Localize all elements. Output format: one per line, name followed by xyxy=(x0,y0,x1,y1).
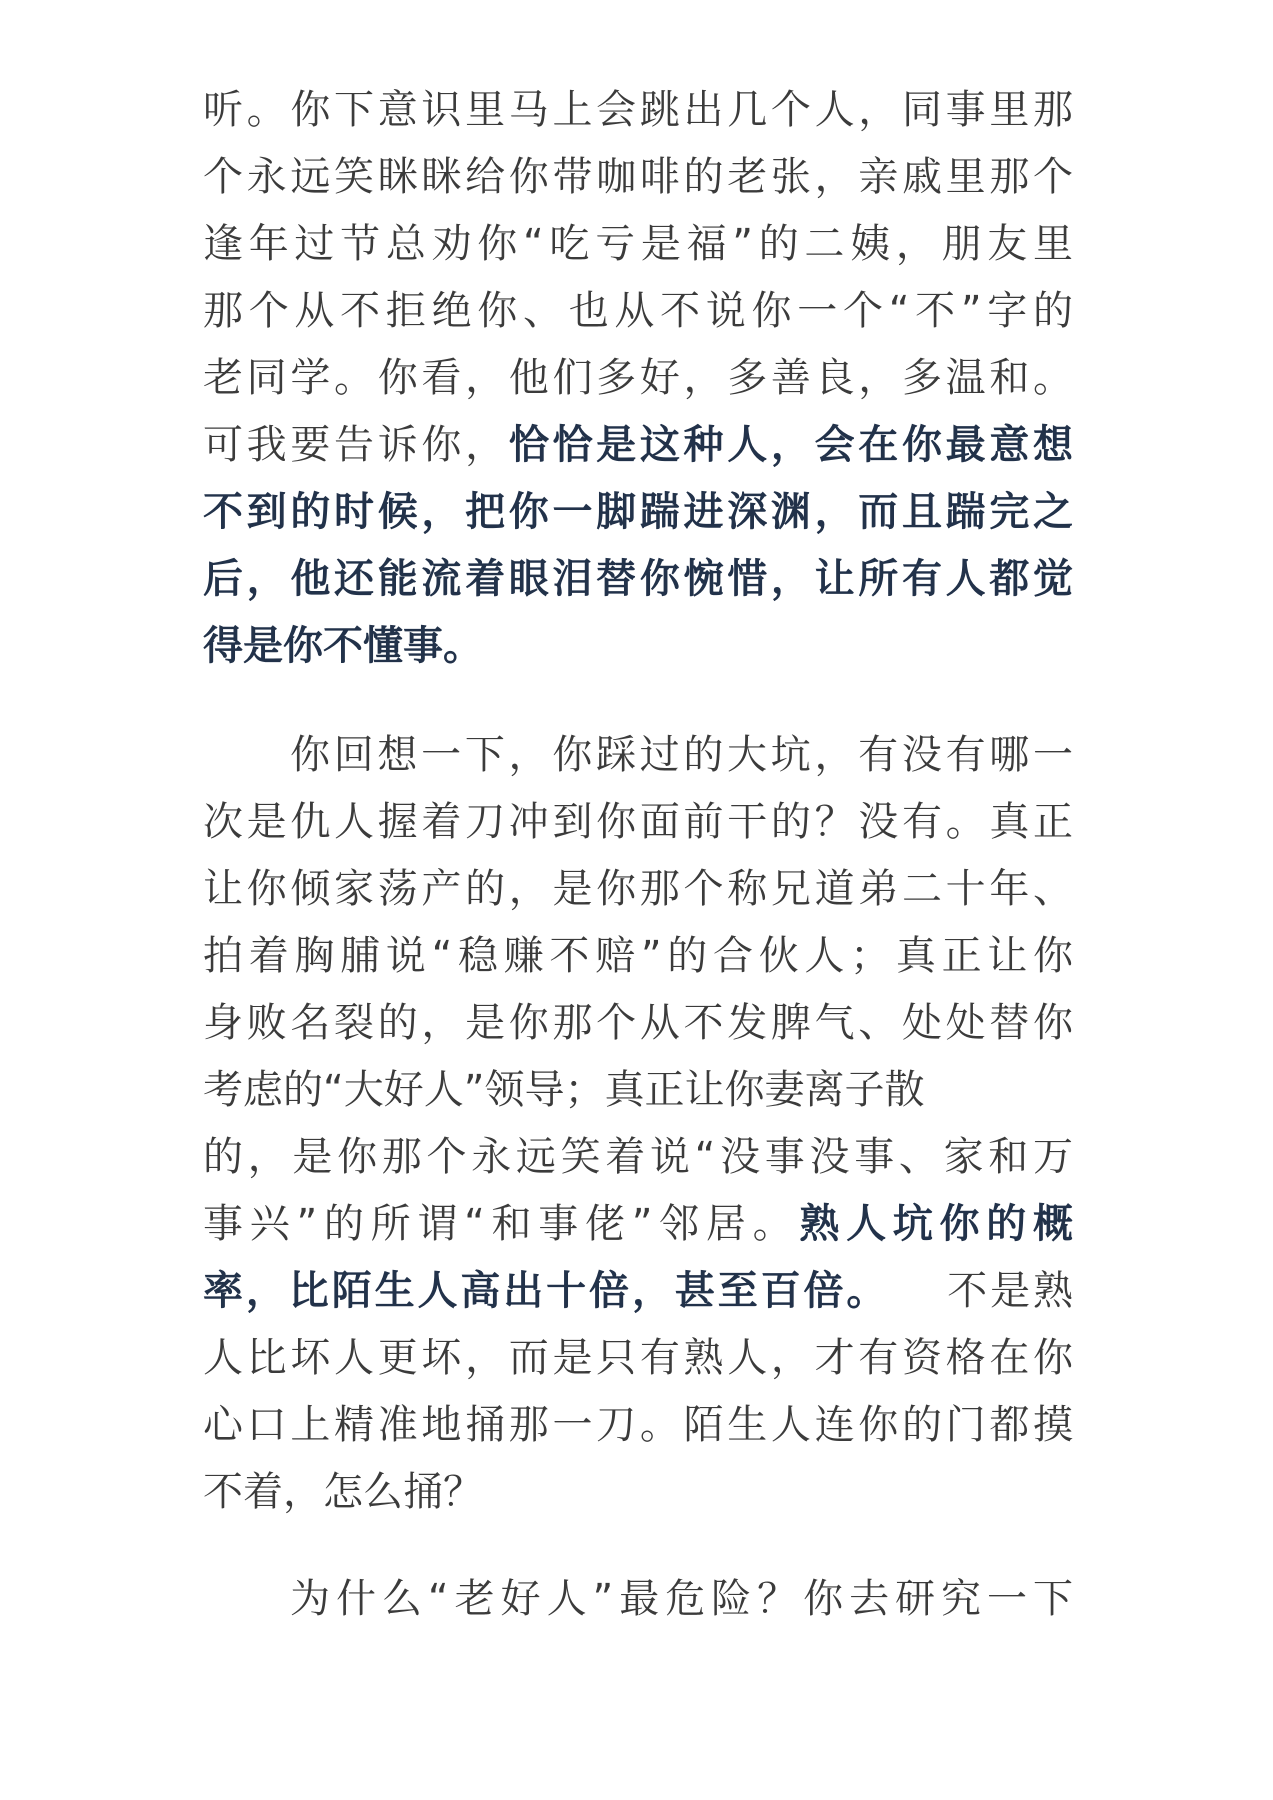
text-run: 老同学。你看，他们多好，多善良，多温和。 xyxy=(203,355,1073,401)
paragraph-line xyxy=(203,476,1073,548)
paragraph-line xyxy=(203,1255,1073,1327)
text-run: 你回想一下，你踩过的大坑，有没有哪一 xyxy=(290,732,1073,778)
paragraph-line xyxy=(203,342,1073,414)
paragraph-line xyxy=(203,74,1073,146)
text-run: 为什么“老好人”最危险？你去研究一下 xyxy=(290,1576,1073,1622)
paragraph-line xyxy=(203,1054,1073,1126)
text-run: 事兴”的所谓“和事佬”邻居。 xyxy=(203,1201,800,1247)
highlighted-text: 后，他还能流着眼泪替你惋惜，让所有人都觉 xyxy=(203,556,1073,602)
paragraph-line xyxy=(290,719,1073,791)
text-run: 的，是你那个永远笑着说“没事没事、家和万 xyxy=(203,1134,1073,1180)
paragraph-line xyxy=(203,1389,1073,1461)
paragraph-line xyxy=(203,920,1073,992)
highlighted-text: 熟人坑你的概 xyxy=(799,1201,1073,1247)
paragraph-line xyxy=(203,1456,1073,1528)
highlighted-text: 不到的时候，把你一脚踹进深渊，而且踹完之 xyxy=(203,489,1073,535)
paragraph-line xyxy=(203,275,1073,347)
text-run: 人比坏人更坏，而是只有熟人，才有资格在你 xyxy=(203,1335,1073,1381)
text-run: 不着，怎么捅？ xyxy=(203,1469,483,1515)
text-run: 那个从不拒绝你、也从不说你一个“不”字的 xyxy=(203,288,1073,334)
text-run: 心口上精准地捅那一刀。陌生人连你的门都摸 xyxy=(203,1402,1073,1448)
text-run: 可我要告诉你， xyxy=(203,422,509,468)
highlighted-text: 得是你不懂事。 xyxy=(203,623,483,669)
paragraph-line xyxy=(290,1563,1073,1635)
highlighted-text: 恰恰是这种人，会在你最意想 xyxy=(508,422,1073,468)
paragraph-line xyxy=(203,409,1073,481)
text-run: 身败名裂的，是你那个从不发脾气、处处替你 xyxy=(203,1000,1073,1046)
paragraph-line xyxy=(203,853,1073,925)
text-run: 次是仇人握着刀冲到你面前干的？没有。真正 xyxy=(203,799,1073,845)
highlighted-text: 率，比陌生人高出十倍，甚至百倍。 xyxy=(203,1268,890,1314)
paragraph-line xyxy=(203,610,1073,682)
text-run: 个永远笑眯眯给你带咖啡的老张，亲戚里那个 xyxy=(203,154,1073,200)
text-run: 不是熟 xyxy=(944,1268,1073,1314)
paragraph-line xyxy=(203,987,1073,1059)
text-run: 让你倾家荡产的，是你那个称兄道弟二十年、 xyxy=(203,866,1073,912)
text-run: 考虑的“大好人”领导；真正让你妻离子散 xyxy=(203,1067,925,1113)
text-run: 逢年过节总劝你“吃亏是福”的二姨，朋友里 xyxy=(203,221,1073,267)
text-run: 拍着胸脯说“稳赚不赔”的合伙人；真正让你 xyxy=(203,933,1073,979)
paragraph-line xyxy=(203,786,1073,858)
paragraph-line xyxy=(203,1121,1073,1193)
paragraph-line xyxy=(203,208,1073,280)
paragraph-line xyxy=(203,543,1073,615)
paragraph-line xyxy=(203,141,1073,213)
text-run: 听。你下意识里马上会跳出几个人，同事里那 xyxy=(203,87,1073,133)
paragraph-line xyxy=(203,1188,1073,1260)
paragraph-line xyxy=(203,1322,1073,1394)
